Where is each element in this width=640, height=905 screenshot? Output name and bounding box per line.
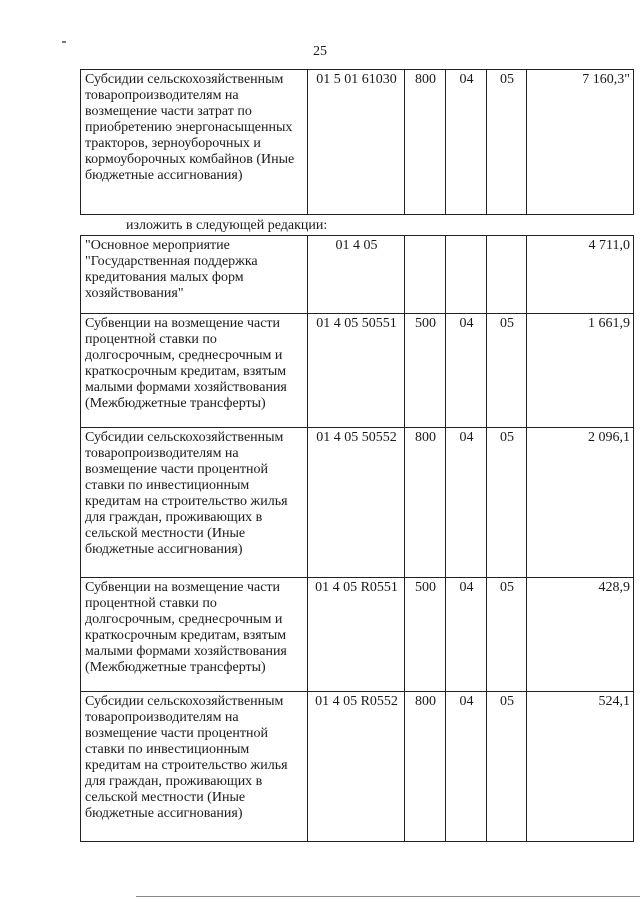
- row-amount: 1 661,9: [527, 314, 634, 428]
- row-col2: 04: [446, 314, 487, 428]
- row-name: Субвенции на возмещение части процентной ставки по долгосрочным, среднесрочным и краткосрочным кредитам, взятым малыми формами хозяйствования (Межбюджетные трансферты): [81, 314, 308, 428]
- bottom-rule: [136, 896, 640, 897]
- row-name: Субсидии сельскохозяйственным товаропроизводителям на возмещение части процентной ставки по инвестиционным кредитам на строительство жилья для граждан, проживающих в сельской местности (Иные бюджетные ассигнования): [81, 428, 308, 578]
- row-name: Субвенции на возмещение части процентной ставки по долгосрочным, среднесрочным и краткосрочным кредитам, взятым малыми формами хозяйствования (Межбюджетные трансферты): [81, 578, 308, 692]
- row-col1: 800: [405, 70, 446, 215]
- row-col2: 04: [446, 692, 487, 842]
- row-col1: 500: [405, 314, 446, 428]
- edit-note: изложить в следующей редакции:: [126, 218, 328, 233]
- row-code: 01 4 05 50552: [308, 428, 405, 578]
- row-col1: 500: [405, 578, 446, 692]
- row-amount: 7 160,3": [527, 70, 634, 215]
- row-code: 01 5 01 61030: [308, 70, 405, 215]
- row-col3: 05: [487, 428, 527, 578]
- row-amount: 4 711,0: [527, 236, 634, 314]
- row-code: 01 4 05 R0551: [308, 578, 405, 692]
- margin-mark: [62, 41, 66, 43]
- row-code: 01 4 05 50551: [308, 314, 405, 428]
- row-col3: 05: [487, 314, 527, 428]
- row-name: Субсидии сельскохозяйственным товаропроизводителям на возмещение части процентной ставки по инвестиционным кредитам на строительство жилья для граждан, проживающих в сельской местности (Иные бюджетные ассигнования): [81, 692, 308, 842]
- row-code: 01 4 05: [308, 236, 405, 314]
- row-col1: [405, 236, 446, 314]
- row-col2: 04: [446, 428, 487, 578]
- row-col2: 04: [446, 70, 487, 215]
- table-row: [81, 428, 634, 578]
- row-col2: [446, 236, 487, 314]
- row-col3: 05: [487, 692, 527, 842]
- table-row: [81, 578, 634, 692]
- row-col3: [487, 236, 527, 314]
- table-row: [81, 236, 634, 314]
- row-amount: 524,1: [527, 692, 634, 842]
- row-col3: 05: [487, 70, 527, 215]
- row-name: Субсидии сельскохозяйственным товаропроизводителям на возмещение части затрат по приобретению энергонасыщенных тракторов, зерноуборочных и кормоуборочных комбайнов (Иные бюджетные ассигнования): [81, 70, 308, 215]
- table-row: [81, 692, 634, 842]
- budget-table-new: [80, 235, 634, 842]
- row-amount: 2 096,1: [527, 428, 634, 578]
- row-col1: 800: [405, 428, 446, 578]
- budget-table-old: [80, 69, 634, 215]
- row-name: "Основное мероприятие "Государственная поддержка кредитования малых форм хозяйствования": [81, 236, 308, 314]
- page-number: 25: [313, 44, 327, 59]
- row-col3: 05: [487, 578, 527, 692]
- table-row: [81, 70, 634, 215]
- table-row: [81, 314, 634, 428]
- row-col2: 04: [446, 578, 487, 692]
- row-amount: 428,9: [527, 578, 634, 692]
- row-code: 01 4 05 R0552: [308, 692, 405, 842]
- row-col1: 800: [405, 692, 446, 842]
